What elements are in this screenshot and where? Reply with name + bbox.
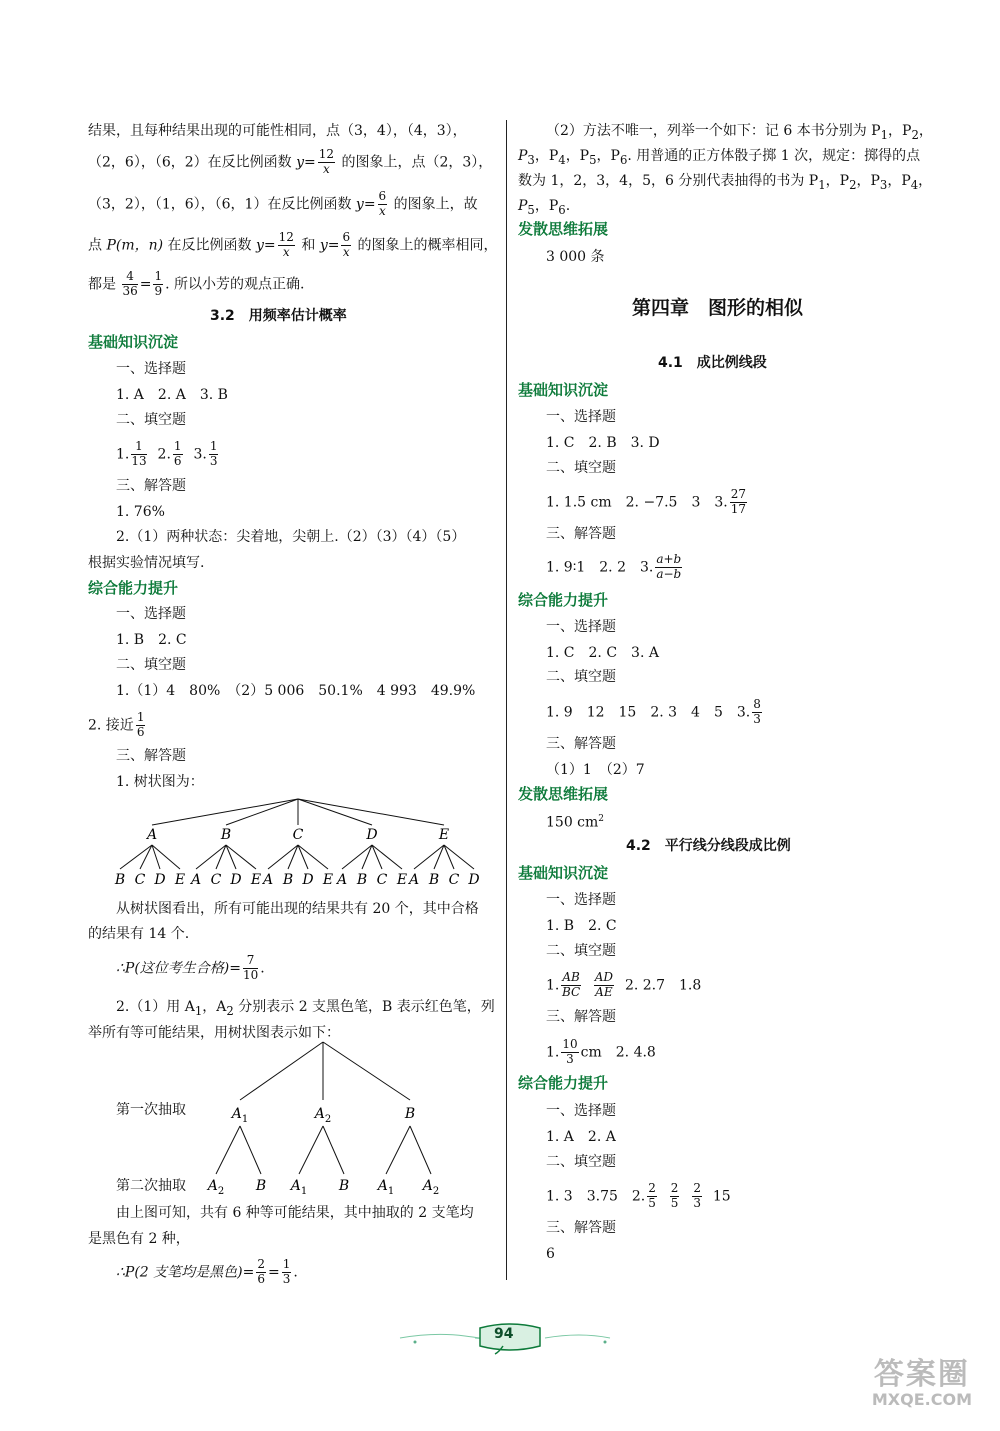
text-line: 1. A 2. A (546, 1129, 616, 1145)
tree-leaf: D (154, 872, 166, 888)
text-line: 1. B 2. C (546, 918, 617, 934)
watermark: 答案圈 MXQE.COM (871, 1357, 972, 1410)
text-line: 一、选择题 (546, 619, 616, 635)
text-line: 2.（1）两种状态：尖着地，尖朝上.（2）（3）（4）（5） (116, 529, 466, 545)
text-line: ∴P(这位考生合格)= $\frac{7}{10}$ . (116, 953, 265, 982)
fraction: $\frac{12}{x}$ (278, 230, 294, 259)
fraction: $\frac{2}{3}$ (693, 1181, 701, 1210)
fraction: $\frac{1}{13}$ (131, 439, 147, 468)
fraction: $\frac{12}{x}$ (318, 147, 335, 176)
fraction: $\frac{2}{6}$ (257, 1257, 265, 1286)
text-line: 由上图可知，共有 6 种等可能结果，其中抽取的 2 支笔均 (116, 1205, 474, 1221)
tree-edge (240, 1126, 261, 1174)
tree-leaf: D (302, 872, 314, 888)
fraction: $\frac{1}{6}$ (173, 439, 182, 468)
text-line: 1. 1.5 cm 2. −7.5 3 3. $\frac{27}{17}$ (546, 487, 746, 516)
heading: 基础知识沉淀 (518, 381, 609, 399)
tree-edge (140, 845, 152, 869)
text-line: （3，2），（1，6），（6，1）在反比例函数 y= $\frac{6}{x}$ 的图象上，故 (88, 189, 478, 218)
fraction: $\frac{10}{3}$ (562, 1037, 578, 1066)
text-line: 1. C 2. B 3. D (546, 435, 660, 451)
tree-leaf: B (255, 1178, 267, 1194)
tree-node: A (146, 827, 158, 843)
text-line: 1. A 2. A 3. B (116, 387, 228, 403)
tree-node: $A_2$ (314, 1106, 332, 1125)
tree-node: B (404, 1106, 416, 1122)
text-line: 1. 9∶1 2. 2 3. $\frac{a+b}{a-b}$ (546, 552, 682, 581)
fraction: $\frac{a+b}{a-b}$ (656, 552, 682, 581)
tree-leaf: C (448, 872, 460, 888)
tree-edge (216, 1126, 240, 1174)
tree-leaf: A (262, 872, 274, 888)
fraction: $\frac{4}{36}$ (122, 269, 138, 298)
fraction: $\frac{1}{9}$ (154, 269, 163, 298)
heading: 发散思维拓展 (518, 220, 609, 238)
tree-leaf: E (396, 872, 408, 888)
text-line: 1. 76% (116, 504, 165, 520)
heading: 综合能力提升 (518, 591, 609, 609)
text-line: ∴P(2 支笔均是黑色)= $\frac{2}{6}$ = $\frac{1}{3}$ . (116, 1257, 298, 1286)
text-line: 150 $cm^2$ (546, 814, 605, 831)
tree-label-second: 第二次抽取 (116, 1178, 186, 1194)
fraction: $\frac{6}{x}$ (378, 189, 387, 218)
text-line: 6 (546, 1246, 555, 1262)
text-line: 1. 9 12 15 2. 3 4 5 3. $\frac{8}{3}$ (546, 697, 761, 726)
fraction: $\frac{AD}{AE}$ (594, 970, 614, 999)
tree-diagram-2 (195, 1040, 465, 1200)
tree-node: C (292, 827, 304, 843)
tree-leaf: B (114, 872, 126, 888)
text-line: 1.（1）4 80% （2）5 006 50.1% 4 993 49.9% (116, 683, 476, 699)
tree-leaf: $A_2$ (207, 1178, 225, 1197)
text-line: 一、选择题 (116, 606, 186, 622)
text-line: 1. C 2. C 3. A (546, 645, 659, 661)
text-line: 点 P(m，n) 在反比例函数 y= $\frac{12}{x}$ 和 y= $\frac{6}{x}$ 的图象上的概率相同， (88, 230, 498, 259)
text-line: 三、解答题 (116, 748, 186, 764)
tree-node: D (366, 827, 378, 843)
text-line: 二、填空题 (546, 943, 616, 959)
tree-leaf: B (428, 872, 440, 888)
text-line: $P_3$，$P_4$，$P_5$，$P_6$. 用普通的正方体骰子掷 1 次，规定：掷得的点 (518, 148, 921, 167)
tree-leaf: C (210, 872, 222, 888)
heading: 基础知识沉淀 (88, 333, 179, 351)
tree-edge (226, 799, 298, 825)
heading: 综合能力提升 (88, 579, 179, 597)
text-line: $P_5$，$P_6$. (518, 198, 571, 217)
text-line: （2，6），（6，2）在反比例函数 y= $\frac{12}{x}$ 的图象上，点（2，3）， (88, 147, 493, 176)
text-line: 2.（1）用 $A_1$，$A_2$ 分别表示 2 支黑色笔，B 表示红色笔，列 (116, 999, 495, 1018)
tree-edge (298, 799, 372, 825)
fraction: $\frac{2}{5}$ (648, 1181, 656, 1210)
text-line: （1）1 （2）7 (546, 762, 645, 778)
heading: 发散思维拓展 (518, 785, 609, 803)
text-line: 3 000 条 (546, 249, 605, 265)
text-line: 1. 树状图为： (116, 774, 204, 790)
tree-leaf: A (190, 872, 202, 888)
tree-leaf: $A_1$ (290, 1178, 308, 1197)
text-line: 三、解答题 (546, 526, 616, 542)
tree-leaf: E (250, 872, 262, 888)
tree-edge (152, 799, 298, 825)
tree-leaf: B (356, 872, 368, 888)
tree-node: E (438, 827, 450, 843)
tree-leaf: B (282, 872, 294, 888)
tree-edge (386, 1126, 410, 1174)
chapter-title: 第四章 图形的相似 (632, 297, 804, 319)
text-line: 都是 $\frac{4}{36}$ = $\frac{1}{9}$ . 所以小芳的观点正确. (88, 269, 305, 298)
tree-edge (323, 1042, 410, 1100)
text-line: 1. 3 3.75 2. $\frac{2}{5}$ $\frac{2}{5}$ $\frac{2}{3}$ 15 (546, 1181, 731, 1210)
tree-leaf: C (134, 872, 146, 888)
text-line: 一、选择题 (116, 361, 186, 377)
fraction: $\frac{1}{6}$ (136, 710, 145, 739)
text-line: 2. 接近 $\frac{1}{6}$ (88, 710, 145, 739)
text-line: 根据实验情况填写. (88, 555, 205, 571)
text-line: 1. B 2. C (116, 632, 187, 648)
tree-leaf: D (468, 872, 480, 888)
text-line: 1. $\frac{10}{3}$ cm 2. 4.8 (546, 1037, 656, 1066)
tree-leaf: B (338, 1178, 350, 1194)
fraction: $\frac{7}{10}$ (242, 953, 259, 982)
section-title: 4.1 成比例线段 (658, 355, 767, 371)
text-line: 三、解答题 (116, 478, 186, 494)
fraction: $\frac{27}{17}$ (730, 487, 746, 516)
text-line: （2）方法不唯一，列举一个如下：记 6 本书分别为 $P_1$，$P_2$， (546, 123, 933, 142)
text-line: 一、选择题 (546, 1103, 616, 1119)
text-line: 三、解答题 (546, 1009, 616, 1025)
tree-edge (240, 1042, 323, 1100)
text-line: 二、填空题 (546, 1154, 616, 1170)
text-line: 数为 1，2，3，4，5，6 分别代表抽得的书为 $P_1$，$P_2$，$P_3$，$P_4$， (518, 173, 933, 192)
section-title: 4.2 平行线分线段成比例 (626, 838, 791, 854)
text-line: 1. $\frac{1}{13}$ 2. $\frac{1}{6}$ 3. $\frac{1}{3}$ (116, 439, 218, 468)
tree-leaf: E (174, 872, 186, 888)
tree-node: B (220, 827, 232, 843)
tree-leaf: A (336, 872, 348, 888)
text-line: 三、解答题 (546, 1220, 616, 1236)
tree-leaf: A (408, 872, 420, 888)
tree-leaf: C (376, 872, 388, 888)
tree-edge (323, 1126, 344, 1174)
section-title: 3.2 用频率估计概率 (210, 308, 347, 324)
tree-edge (120, 845, 152, 869)
tree-leaf: $A_2$ (422, 1178, 440, 1197)
text-line: 一、选择题 (546, 892, 616, 908)
tree-edge (410, 1126, 431, 1174)
text-line: 从树状图看出，所有可能出现的结果共有 20 个，其中合格 (116, 901, 479, 917)
fraction: $\frac{6}{x}$ (342, 230, 351, 259)
text-line: 三、解答题 (546, 736, 616, 752)
heading: 综合能力提升 (518, 1074, 609, 1092)
text-line: 举所有等可能结果，用树状图表示如下： (88, 1025, 340, 1041)
fraction: $\frac{8}{3}$ (753, 697, 761, 726)
text-line: 是黑色有 2 种， (88, 1231, 190, 1247)
fraction: $\frac{AB}{BC}$ (561, 970, 581, 999)
text-line: 一、选择题 (546, 409, 616, 425)
fraction: $\frac{1}{3}$ (209, 439, 218, 468)
page-number: 94 (494, 1326, 514, 1342)
heading: 基础知识沉淀 (518, 864, 609, 882)
tree-leaf: $A_1$ (377, 1178, 395, 1197)
tree-leaf: E (322, 872, 334, 888)
text-line: 二、填空题 (116, 657, 186, 673)
tree-edge (299, 1126, 323, 1174)
text-line: 二、填空题 (116, 412, 186, 428)
tree-label-first: 第一次抽取 (116, 1102, 186, 1118)
column-divider (506, 120, 507, 1280)
text-line: 二、填空题 (546, 669, 616, 685)
tree-node: $A_1$ (231, 1106, 249, 1125)
tree-edge (298, 799, 444, 825)
tree-leaf: D (230, 872, 242, 888)
fraction: $\frac{2}{5}$ (670, 1181, 679, 1210)
fraction: $\frac{1}{3}$ (282, 1257, 291, 1286)
text-line: 结果，且每种结果出现的可能性相同，点（3，4），（4，3）， (88, 123, 467, 139)
text-line: 的结果有 14 个. (88, 926, 190, 942)
tree-diagram-1 (100, 795, 480, 890)
text-line: 1. $\frac{AB}{BC}$ $\frac{AD}{AE}$ 2. 2.7 1.8 (546, 970, 702, 999)
text-line: 二、填空题 (546, 460, 616, 476)
